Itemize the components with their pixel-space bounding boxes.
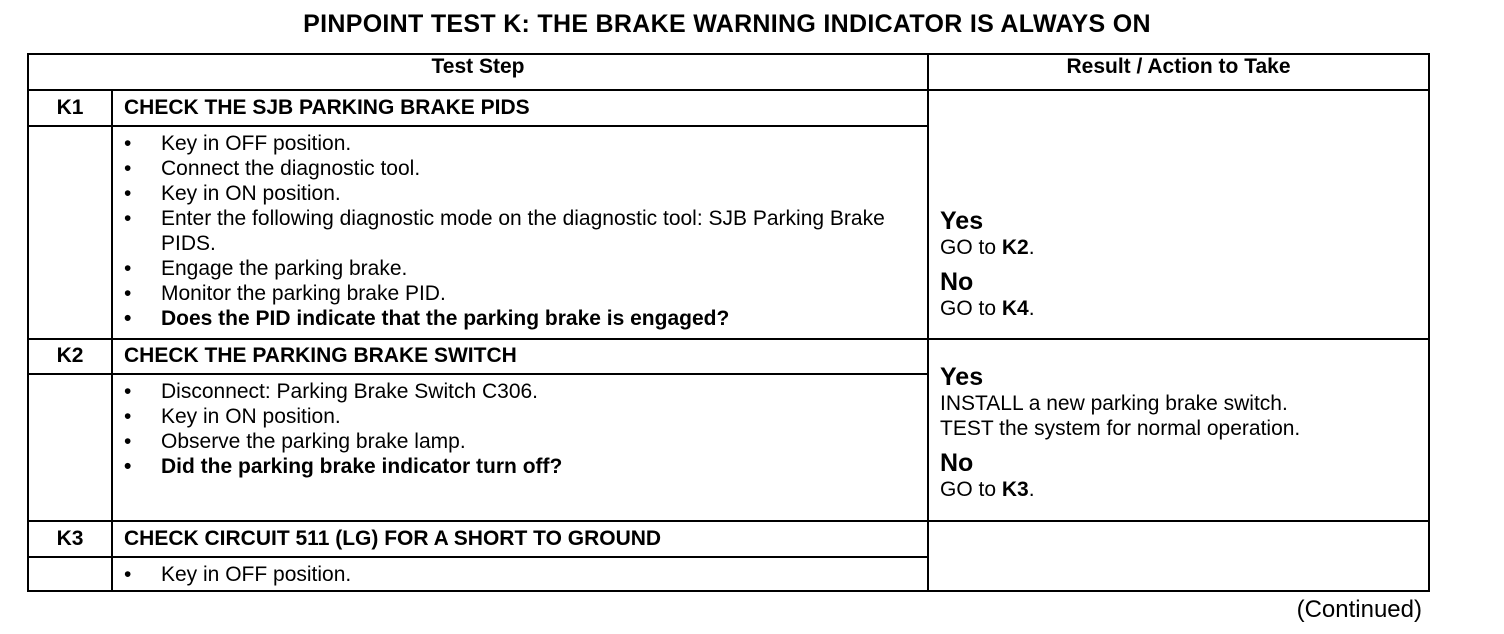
goto-target: K4 — [1001, 297, 1029, 321]
bullet: • — [124, 562, 132, 586]
step-id: K3 — [28, 521, 112, 556]
bullet: • — [124, 181, 132, 205]
no-action — [940, 296, 1428, 321]
bullet: • — [124, 404, 132, 428]
list-item — [124, 281, 927, 306]
step-instructions — [112, 557, 928, 591]
list-item — [124, 404, 927, 429]
action-prefix: GO to — [940, 478, 1002, 502]
item-text: Key in ON position. — [161, 404, 341, 428]
list-item — [124, 256, 927, 281]
no-label: No — [940, 449, 974, 478]
bullet: • — [124, 281, 132, 305]
list-item — [124, 156, 927, 181]
question-text: Does the PID indicate that the parking brake is engaged? — [161, 306, 730, 330]
step-k3-result — [928, 521, 1429, 591]
goto-target: K2 — [1001, 236, 1029, 260]
action-suffix: . — [1028, 236, 1035, 260]
instruction-list — [113, 375, 927, 479]
item-text: Enter the following diagnostic mode on the diagnostic tool: SJB Parking Brake PIDS. — [161, 206, 885, 255]
action-suffix: . — [1028, 297, 1035, 321]
step-title: CHECK THE SJB PARKING BRAKE PIDS — [112, 90, 928, 125]
item-text: Key in OFF position. — [161, 131, 352, 155]
result-header: Result / Action to Take — [928, 54, 1429, 90]
instruction-list — [113, 127, 927, 331]
step-id: K2 — [28, 339, 112, 374]
item-text: Disconnect: Parking Brake Switch C306. — [161, 379, 539, 403]
list-item — [124, 379, 927, 404]
step-k2-result — [928, 339, 1429, 522]
page-title: PINPOINT TEST K: THE BRAKE WARNING INDICATOR IS ALWAYS ON — [303, 10, 1151, 38]
bullet: • — [124, 429, 132, 453]
step-k3-header-row — [28, 521, 1429, 556]
item-text: Observe the parking brake lamp. — [161, 429, 466, 453]
bullet: • — [124, 379, 132, 403]
test-step-header: Test Step — [28, 54, 928, 90]
yes-action-line-2: TEST the system for normal operation. — [940, 417, 1301, 441]
goto-target: K3 — [1001, 478, 1029, 502]
no-action — [940, 477, 1428, 502]
list-item — [124, 562, 927, 587]
step-instructions — [112, 126, 928, 339]
yes-label: Yes — [940, 207, 984, 236]
list-item-question — [124, 306, 927, 331]
instruction-list — [113, 558, 927, 587]
step-id-spacer — [28, 126, 112, 339]
action-prefix: GO to — [940, 297, 1002, 321]
pinpoint-test-table — [27, 53, 1430, 592]
list-item — [124, 429, 927, 454]
step-title: CHECK CIRCUIT 511 (LG) FOR A SHORT TO GROUND — [112, 521, 928, 556]
bullet: • — [124, 156, 132, 180]
list-item — [124, 206, 927, 256]
bullet: • — [124, 131, 132, 155]
step-title: CHECK THE PARKING BRAKE SWITCH — [112, 339, 928, 374]
question-text: Did the parking brake indicator turn off? — [161, 454, 563, 478]
yes-action — [940, 235, 1428, 260]
item-text: Monitor the parking brake PID. — [161, 281, 446, 305]
item-text: Connect the diagnostic tool. — [161, 156, 421, 180]
step-id-spacer — [28, 557, 112, 591]
no-label: No — [940, 268, 974, 297]
list-item — [124, 131, 927, 156]
bullet: • — [124, 206, 132, 230]
list-item-question — [124, 454, 927, 479]
list-item — [124, 181, 927, 206]
action-suffix: . — [1028, 478, 1035, 502]
bullet: • — [124, 256, 132, 280]
yes-action-line-1: INSTALL a new parking brake switch. — [940, 392, 1288, 416]
yes-label: Yes — [940, 363, 984, 392]
step-k1-header-row — [28, 90, 1429, 125]
item-text: Engage the parking brake. — [161, 256, 408, 280]
action-prefix: GO to — [940, 236, 1002, 260]
step-id: K1 — [28, 90, 112, 125]
continued-label: (Continued) — [1296, 596, 1422, 623]
step-k2-header-row — [28, 339, 1429, 374]
step-instructions — [112, 374, 928, 521]
step-id-spacer — [28, 374, 112, 521]
item-text: Key in OFF position. — [161, 562, 352, 586]
item-text: Key in ON position. — [161, 181, 341, 205]
step-k1-result — [928, 90, 1429, 338]
table-header-row — [28, 54, 1429, 90]
bullet: • — [124, 454, 132, 478]
bullet: • — [124, 306, 132, 330]
